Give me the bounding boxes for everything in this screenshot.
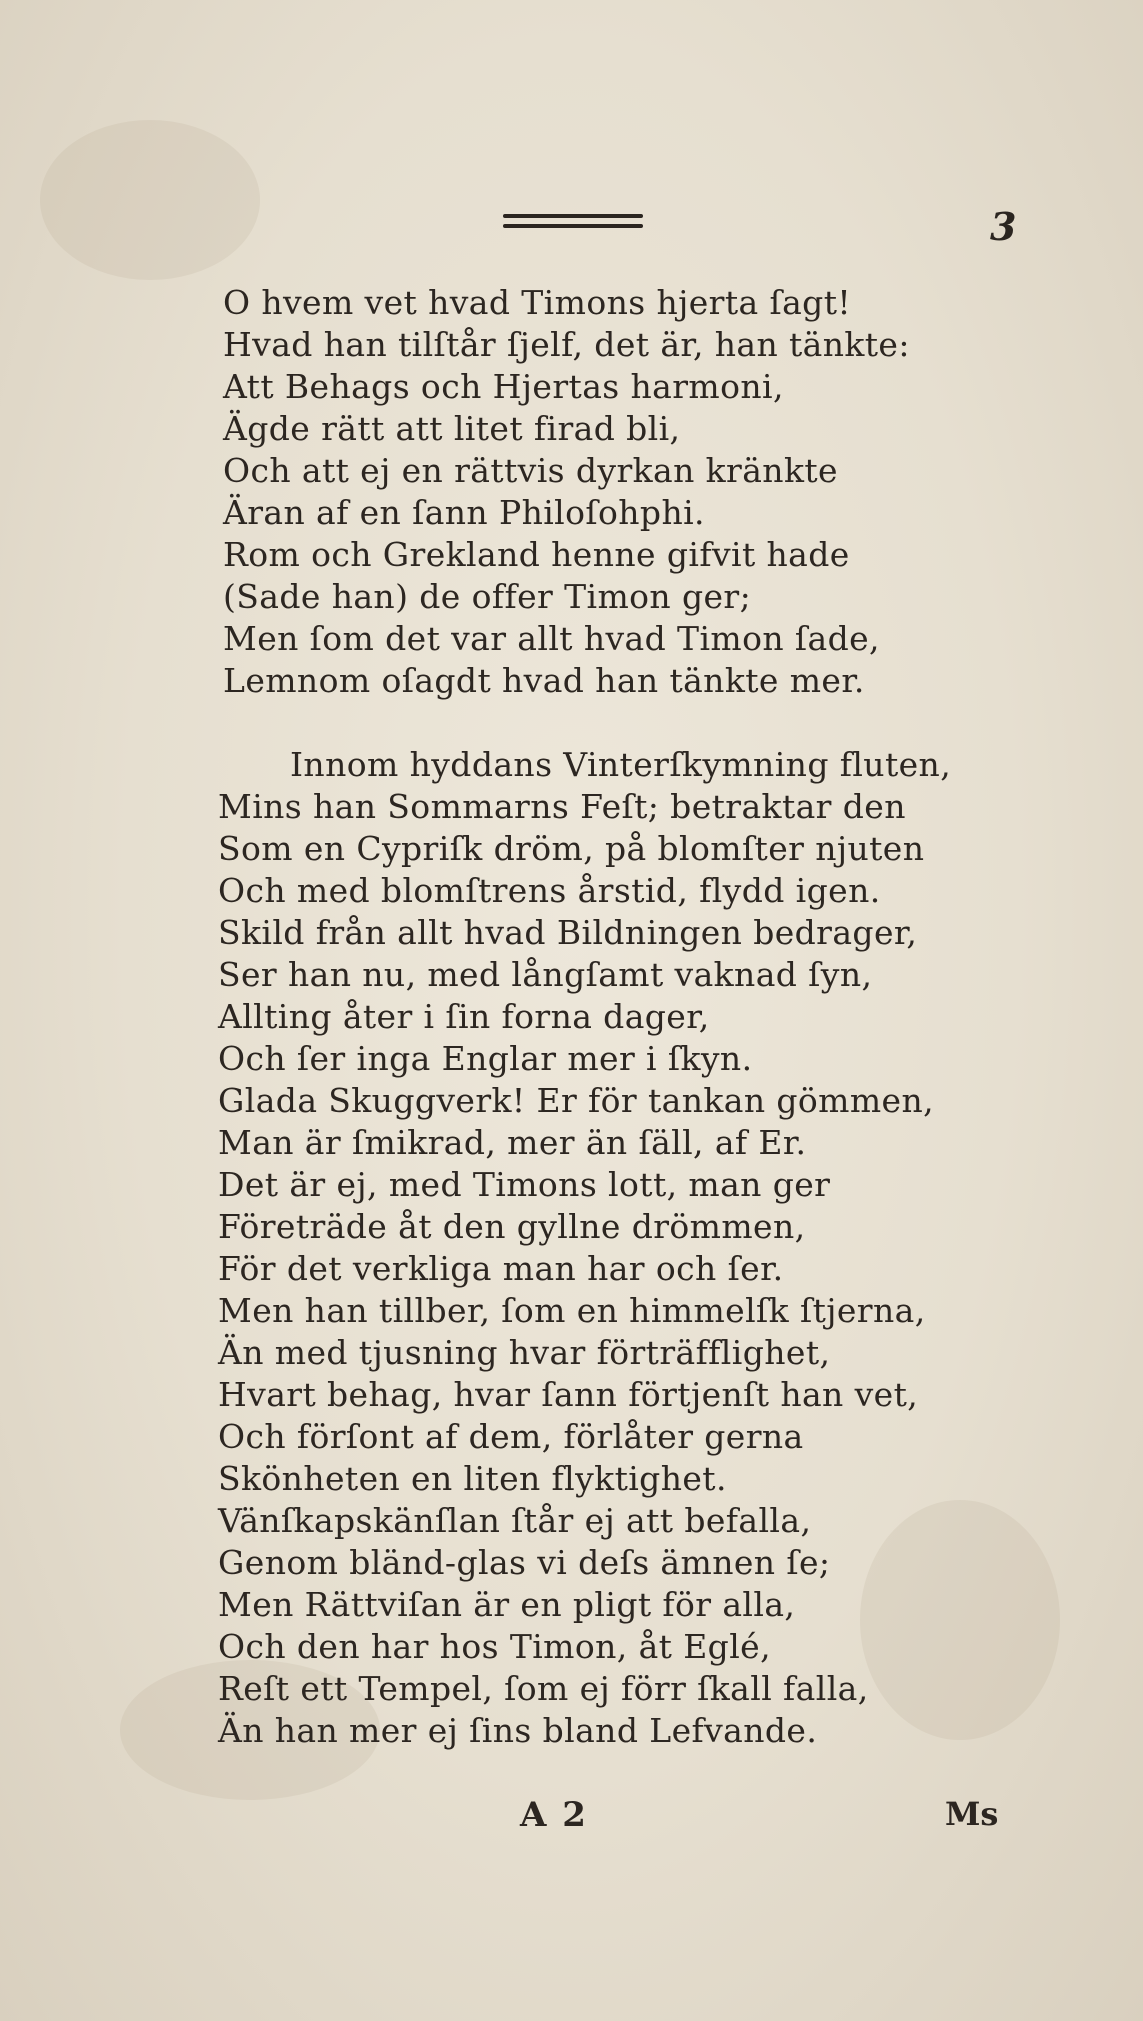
verse-line: Hvart behag, hvar ſann förtjenſt han vet, — [218, 1375, 919, 1414]
stanza-2 — [218, 744, 951, 1752]
signature-mark: A 2 — [520, 1795, 588, 1835]
rule-line — [503, 214, 643, 218]
verse-line: Och med blomſtrens årstid, flydd igen. — [218, 871, 881, 910]
verse-line: Glada Skuggverk! Er för tankan gömmen, — [218, 1081, 935, 1120]
verse-line: Lemnom oſagdt hvad han tänkte mer. — [223, 661, 865, 700]
verse-line: Reſt ett Tempel, ſom ej förr ſkall falla, — [218, 1669, 869, 1708]
page-number: 3 — [990, 204, 1017, 249]
header-ornament-rule — [503, 214, 643, 228]
verse-line: Och förſont af dem, förlåter gerna — [218, 1417, 804, 1456]
verse-line: Man är ſmikrad, mer än ſäll, af Er. — [218, 1123, 807, 1162]
verse-line: Företräde åt den gyllne drömmen, — [218, 1207, 806, 1246]
verse-line: Vänſkapskänſlan ſtår ej att befalla, — [218, 1501, 812, 1540]
verse-line: Skild från allt hvad Bildningen bedrager, — [218, 913, 918, 952]
catchword: Ms — [945, 1795, 999, 1833]
verse-line: (Sade han) de offer Timon ger; — [223, 577, 752, 616]
verse-line: Skönheten en liten flyktighet. — [218, 1459, 727, 1498]
verse-line: Men ſom det var allt hvad Timon ſade, — [223, 619, 880, 658]
verse-line: Genom bländ-glas vi deſs ämnen ſe; — [218, 1543, 831, 1582]
paper-stain — [40, 120, 260, 280]
verse-line: Mins han Sommarns Feſt; betraktar den — [218, 787, 906, 826]
verse-line: Men han tillber, ſom en himmelſk ſtjerna, — [218, 1291, 926, 1330]
verse-line: Allting åter i ſin forna dager, — [218, 997, 710, 1036]
verse-line: Hvad han tilſtår ſjelf, det är, han tänkte: — [223, 325, 910, 364]
verse-line: Än med tjusning hvar förträfflighet, — [218, 1333, 831, 1372]
verse-line: För det verkliga man har och ſer. — [218, 1249, 784, 1288]
verse-line: Och den har hos Timon, åt Eglé, — [218, 1627, 771, 1666]
verse-line: Och att ej en rättvis dyrkan kränkte — [223, 451, 838, 490]
verse-line: Det är ej, med Timons lott, man ger — [218, 1165, 831, 1204]
verse-line: Men Rättviſan är en pligt för alla, — [218, 1585, 796, 1624]
verse-line: Än han mer ej ſins bland Lefvande. — [218, 1711, 818, 1750]
stanza-1 — [223, 282, 910, 702]
rule-line — [503, 224, 643, 228]
verse-line: O hvem vet hvad Timons hjerta ſagt! — [223, 283, 852, 322]
verse-line: Att Behags och Hjertas harmoni, — [223, 367, 784, 406]
verse-line: Rom och Grekland henne gifvit hade — [223, 535, 850, 574]
verse-line: Innom hyddans Vinterſkymning fluten, — [290, 745, 952, 784]
verse-line: Som en Cypriſk dröm, på blomſter njuten — [218, 829, 925, 868]
verse-line: Äran af en ſann Philoſohphi. — [223, 493, 705, 532]
verse-line: Ser han nu, med långſamt vaknad ſyn, — [218, 955, 873, 994]
verse-line: Och ſer inga Englar mer i ſkyn. — [218, 1039, 753, 1078]
verse-line: Ägde rätt att litet firad bli, — [223, 409, 681, 448]
